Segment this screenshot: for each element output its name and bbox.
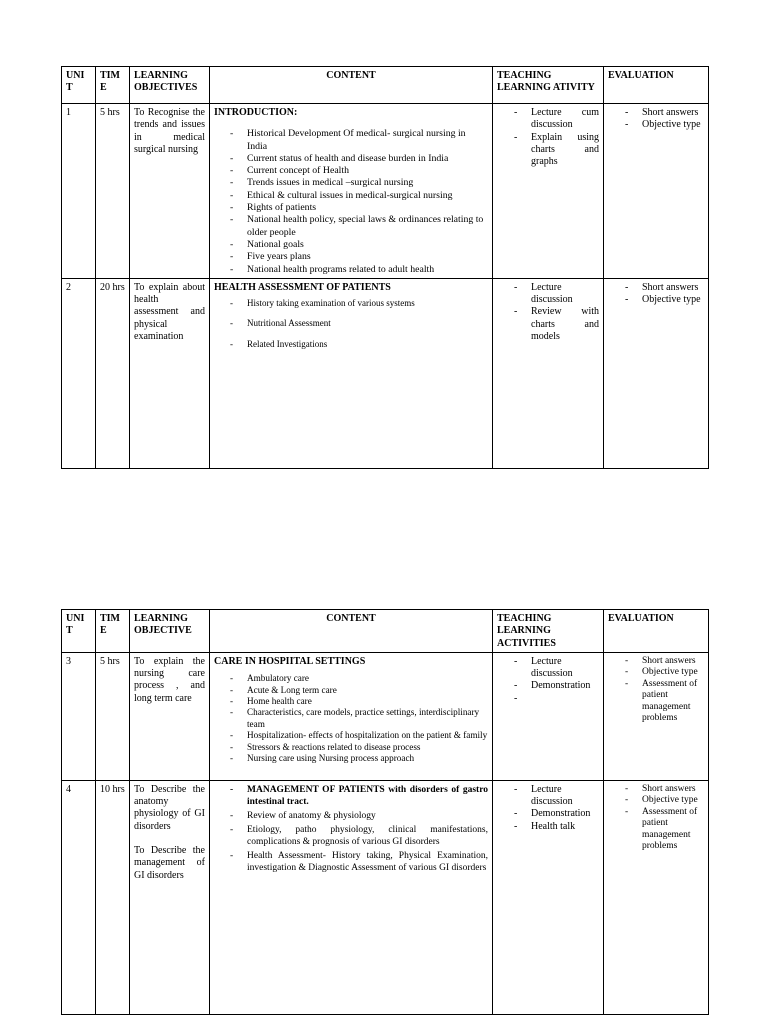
evaluation-cell xyxy=(604,780,709,1014)
list-item: - Short answers xyxy=(608,656,704,668)
objective-text: To Describe the management of GI disorders xyxy=(134,845,205,881)
unit-cell: 4 xyxy=(62,780,96,1014)
table-row xyxy=(62,652,709,780)
header-unit: UNI T xyxy=(62,610,96,653)
list-item: - Health talk xyxy=(497,821,599,833)
teaching-list xyxy=(497,282,599,343)
list-item: - Objective type xyxy=(608,119,704,131)
table-header-row xyxy=(62,610,709,653)
list-item: - Objective type xyxy=(608,294,704,306)
list-item: - Explain using charts and graphs xyxy=(497,132,599,169)
header-time: TIM E xyxy=(96,67,130,104)
list-item: - Stressors & reactions related to disease process xyxy=(214,742,488,753)
time-cell: 10 hrs xyxy=(96,780,130,1014)
objective-cell: To explain the nursing care process , and long term care xyxy=(130,652,210,780)
evaluation-cell xyxy=(604,278,709,468)
list-item: - Five years plans xyxy=(214,251,488,263)
list-item: - Hospitalization- effects of hospitalization on the patient & family xyxy=(214,730,488,741)
list-item: - Assessment of patient management problems xyxy=(608,807,704,853)
list-item: - Assessment of patient management problems xyxy=(608,679,704,725)
time-cell: 5 hrs xyxy=(96,104,130,279)
list-item: - Current concept of Health xyxy=(214,165,488,177)
table-row xyxy=(62,104,709,279)
list-item: - Objective type xyxy=(608,795,704,807)
header-time: TIM E xyxy=(96,610,130,653)
list-item: - Review of anatomy & physiology xyxy=(214,810,488,822)
time-cell: 5 hrs xyxy=(96,652,130,780)
list-item: - Home health care xyxy=(214,696,488,707)
header-learning-objectives: LEARNING OBJECTIVES xyxy=(130,67,210,104)
list-item: - Demonstration xyxy=(497,680,599,692)
list-item: - National goals xyxy=(214,239,488,251)
content-cell xyxy=(210,780,493,1014)
header-evaluation: EVALUATION xyxy=(604,67,709,104)
teaching-cell xyxy=(493,652,604,780)
content-list xyxy=(214,297,488,350)
table-header-row xyxy=(62,67,709,104)
teaching-list xyxy=(497,656,599,693)
list-item: - Short answers xyxy=(608,282,704,294)
content-list xyxy=(214,673,488,764)
content-cell xyxy=(210,652,493,780)
evaluation-list xyxy=(608,107,704,132)
list-item: - Lecture discussion xyxy=(497,656,599,681)
header-learning-objective: LEARNING OBJECTIVE xyxy=(130,610,210,653)
content-list xyxy=(214,128,488,276)
content-list xyxy=(214,784,488,874)
header-unit: UNI T xyxy=(62,67,96,104)
teaching-cell xyxy=(493,780,604,1014)
list-item: - Ambulatory care xyxy=(214,673,488,684)
list-item: - Acute & Long term care xyxy=(214,685,488,696)
objective-cell: To explain about health assessment and physical examination xyxy=(130,278,210,468)
content-title: HEALTH ASSESSMENT OF PATIENTS xyxy=(214,281,391,293)
list-item: - Lecture discussion xyxy=(497,784,599,809)
list-item: - Ethical & cultural issues in medical-surgical nursing xyxy=(214,190,488,202)
content-title: CARE IN HOSPIITAL SETTINGS xyxy=(214,655,366,667)
list-item: - History taking examination of various systems xyxy=(214,297,488,309)
list-item: - National health policy, special laws & ordinances relating to older people xyxy=(214,214,488,239)
list-item: - Health Assessment- History taking, Physical Examination, investigation & Diagnostic Assessment of various GI disorders xyxy=(214,850,488,874)
teaching-list xyxy=(497,784,599,833)
list-item: - Current status of health and disease burden in India xyxy=(214,153,488,165)
list-item: - Historical Development Of medical- surgical nursing in India xyxy=(214,128,488,153)
content-cell xyxy=(210,278,493,468)
objective-cell: To Recognise the trends and issues in medical surgical nursing xyxy=(130,104,210,279)
evaluation-list xyxy=(608,656,704,725)
list-item: - Demonstration xyxy=(497,808,599,820)
header-content: CONTENT xyxy=(210,67,493,104)
list-item: - MANAGEMENT OF PATIENTS with disorders of gastro intestinal tract. xyxy=(214,784,488,808)
list-item: - Trends issues in medical –surgical nursing xyxy=(214,177,488,189)
time-cell: 20 hrs xyxy=(96,278,130,468)
evaluation-list xyxy=(608,282,704,307)
header-teaching-learning-activity: TEACHING LEARNING ATIVITY xyxy=(493,67,604,104)
unit-cell: 3 xyxy=(62,652,96,780)
teaching-list xyxy=(497,107,599,168)
syllabus-table-1 xyxy=(61,66,709,469)
list-item: - Short answers xyxy=(608,107,704,119)
teaching-cell xyxy=(493,104,604,279)
content-cell xyxy=(210,104,493,279)
list-item: - Lecture cum discussion xyxy=(497,107,599,132)
list-item: - Short answers xyxy=(608,784,704,796)
list-item: - Review with charts and models xyxy=(497,306,599,343)
evaluation-list xyxy=(608,784,704,853)
header-evaluation: EVALUATION xyxy=(604,610,709,653)
list-item: - Nutritional Assessment xyxy=(214,317,488,329)
list-item: - Lecture discussion xyxy=(497,282,599,307)
unit-cell: 1 xyxy=(62,104,96,279)
list-item: - Related Investigations xyxy=(214,338,488,350)
evaluation-cell xyxy=(604,104,709,279)
list-item: - Rights of patients xyxy=(214,202,488,214)
table-row xyxy=(62,278,709,468)
header-content: CONTENT xyxy=(210,610,493,653)
header-teaching-learning-activities: TEACHING LEARNING ACTIVITIES xyxy=(493,610,604,653)
list-item: - Characteristics, care models, practice settings, interdisciplinary team xyxy=(214,707,488,730)
list-item: - Nursing care using Nursing process approach xyxy=(214,753,488,764)
content-title: INTRODUCTION: xyxy=(214,107,298,118)
table-row xyxy=(62,780,709,1014)
list-item: - National health programs related to adult health xyxy=(214,264,488,276)
teaching-cell xyxy=(493,278,604,468)
unit-cell: 2 xyxy=(62,278,96,468)
evaluation-cell xyxy=(604,652,709,780)
list-item: - Etiology, patho physiology, clinical manifestations, complications & prognosis of various GI disorders xyxy=(214,824,488,848)
objective-cell xyxy=(130,780,210,1014)
objective-text: To Describe the anatomy physiology of GI disorders xyxy=(134,783,205,832)
list-item: - Objective type xyxy=(608,667,704,679)
syllabus-table-2 xyxy=(61,609,709,1015)
